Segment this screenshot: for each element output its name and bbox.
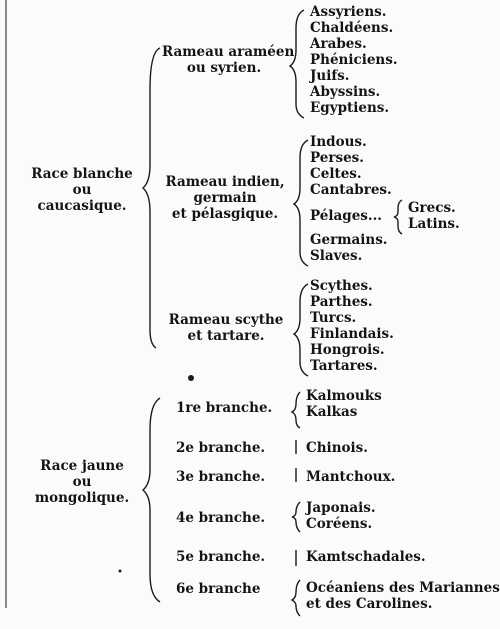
rameau-indien-label bbox=[162, 174, 288, 222]
race-jaune-line-3: mongolique. bbox=[34, 490, 130, 506]
pelages-sub bbox=[408, 200, 460, 232]
peuple-item: Slaves. bbox=[310, 248, 363, 264]
peuple-item: Finlandais. bbox=[310, 326, 394, 342]
branche-3-label: 3e branche. bbox=[176, 469, 266, 485]
peuple-item: Juifs. bbox=[310, 68, 350, 84]
peuple-item: Tartares. bbox=[310, 358, 378, 374]
race-blanche-label bbox=[28, 166, 136, 214]
branche-6-peuples bbox=[306, 580, 500, 612]
rameau-arameen-line-2: ou syrien. bbox=[186, 60, 262, 76]
peuple-item: Kalmouks bbox=[306, 388, 382, 404]
race-jaune-label bbox=[30, 458, 134, 506]
branche-2-label: 2e branche. bbox=[176, 440, 266, 456]
rameau-indien-peuples-b bbox=[310, 232, 388, 264]
rameau-scythe-line-2: et tartare. bbox=[187, 328, 265, 344]
peuple-item: Océaniens des Mariannes bbox=[306, 580, 500, 596]
branche-6-label: 6e branche bbox=[176, 581, 261, 597]
branche-3-peuple: Mantchoux. bbox=[306, 469, 396, 485]
rameau-scythe-peuples bbox=[310, 278, 394, 374]
rameau-indien-line-3: et pélasgique. bbox=[171, 206, 279, 222]
rameau-indien-peuples-a bbox=[310, 134, 392, 198]
branche-4-peuples bbox=[306, 500, 376, 532]
peuple-item: Phéniciens. bbox=[310, 52, 398, 68]
peuple-item: Turcs. bbox=[310, 310, 357, 326]
peuple-item: Arabes. bbox=[310, 36, 367, 52]
branche-5-peuple: Kamtschadales. bbox=[306, 549, 426, 565]
branche-1-label: 1re branche. bbox=[176, 400, 273, 416]
race-blanche-line-1: Race blanche bbox=[31, 166, 133, 182]
rameau-indien-line-1: Rameau indien, bbox=[165, 174, 285, 190]
peuple-item: Germains. bbox=[310, 232, 388, 248]
race-jaune-line-2: ou bbox=[72, 474, 92, 490]
peuple-item: Latins. bbox=[408, 216, 460, 232]
branche-2-peuple: Chinois. bbox=[306, 440, 368, 456]
branche-1-peuples bbox=[306, 388, 382, 420]
race-blanche-line-2: ou bbox=[72, 182, 92, 198]
rameau-arameen-peuples bbox=[310, 4, 398, 116]
peuple-item: Coréens. bbox=[306, 516, 373, 532]
rameau-scythe-line-1: Rameau scythe bbox=[168, 312, 284, 328]
rameau-arameen-label bbox=[162, 44, 295, 76]
branche-5-label: 5e branche. bbox=[176, 549, 266, 565]
peuple-item: Indous. bbox=[310, 134, 367, 150]
race-jaune-line-1: Race jaune bbox=[40, 458, 124, 474]
pelages-label: Pélages... bbox=[310, 208, 382, 224]
peuple-item: Celtes. bbox=[310, 166, 362, 182]
peuple-item: et des Carolines. bbox=[306, 596, 433, 612]
race-blanche-line-3: caucasique. bbox=[37, 198, 127, 214]
rameau-arameen-line-1: Rameau araméen bbox=[162, 44, 295, 60]
peuple-item: Perses. bbox=[310, 150, 364, 166]
peuple-item: Assyriens. bbox=[310, 4, 387, 20]
peuple-item: Hongrois. bbox=[310, 342, 385, 358]
peuple-item: Japonais. bbox=[306, 500, 376, 516]
peuple-item: Grecs. bbox=[408, 200, 456, 216]
branche-4-label: 4e branche. bbox=[176, 510, 266, 526]
peuple-item: Scythes. bbox=[310, 278, 373, 294]
peuple-item: Cantabres. bbox=[310, 182, 392, 198]
peuple-item: Abyssins. bbox=[310, 84, 381, 100]
peuple-item: Parthes. bbox=[310, 294, 373, 310]
peuple-item: Egyptiens. bbox=[310, 100, 390, 116]
peuple-item: Kalkas bbox=[306, 404, 358, 420]
rameau-indien-line-2: germain bbox=[193, 190, 257, 206]
peuple-item: Chaldéens. bbox=[310, 20, 394, 36]
rameau-scythe-label bbox=[164, 312, 288, 344]
